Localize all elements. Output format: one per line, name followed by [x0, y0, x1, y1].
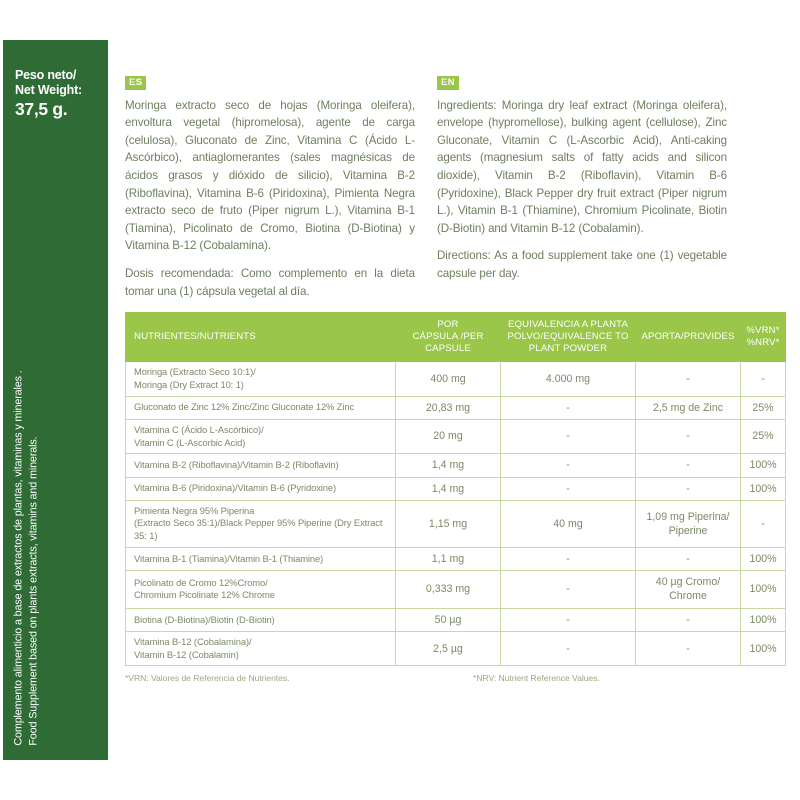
- table-row: [126, 396, 786, 419]
- ingredients-text-es: [125, 97, 415, 301]
- nutrient-name-line-1: Vitamina B-6 (Piridoxina)/Vitamin B-6 (Pyridoxine): [134, 482, 337, 494]
- cell-nrv: -: [741, 500, 786, 547]
- cell-per-capsule: 1,4 mg: [396, 454, 501, 477]
- cell-nrv: 100%: [741, 547, 786, 570]
- language-badge-es: ES: [125, 76, 146, 90]
- column-header-per-capsule: [396, 313, 501, 362]
- directions-text-es: Dosis recomendada: Como complemento en la dieta tomar una (1) cápsula vegetal al día.: [125, 266, 415, 298]
- nutrient-name-line-1: Vitamina B-1 (Tiamina)/Vitamin B-1 (Thiamine): [134, 552, 324, 564]
- cell-equivalence: -: [501, 547, 636, 570]
- nutrition-table-head: [126, 313, 786, 362]
- cell-per-capsule: 20 mg: [396, 419, 501, 453]
- language-block-es: [125, 72, 415, 300]
- cell-nutrient-name: [126, 362, 396, 396]
- cell-per-capsule: 1,1 mg: [396, 547, 501, 570]
- cell-provides: 40 µg Cromo/ Chrome: [636, 571, 741, 609]
- cell-nutrient-name: [126, 571, 396, 609]
- cell-per-capsule: 1,4 mg: [396, 477, 501, 500]
- ingredients-body-es: Moringa extracto seco de hojas (Moringa oleifera), envoltura vegetal (hipromelosa), agente de carga (celulosa), Gluconato de Zinc, Vitamina C (Ácido L-Ascórbico), antiaglomerantes (sales magnésicas de ácidos grasos y dióxido de silicio), Vitamina B-2 (Riboflavina), Vitamina B-6 (Piridoxina), Pimienta Negra extracto seco de fruto (Piper nigrum L.), Vitamina B-1 (Tiamina), Picolinato de Cromo, Biotina (D-Biotina) y Vitamina B-12 (Cobalamina).: [125, 98, 415, 253]
- cell-nutrient-name: [126, 500, 396, 547]
- language-columns: [125, 72, 785, 300]
- nutrient-name-line-2: (Extracto Seco 35:1)/Black Pepper 95% Piperine (Dry Extract 35: 1): [134, 517, 383, 542]
- nutrient-name-line-1: Moringa (Extracto Seco 10:1)/: [134, 366, 256, 378]
- nutrient-name-line-2: Moringa (Dry Extract 10: 1): [134, 378, 244, 390]
- cell-equivalence: -: [501, 419, 636, 453]
- nutrient-name-line-1: Pimienta Negra 95% Piperina: [134, 504, 255, 516]
- cell-equivalence: -: [501, 454, 636, 477]
- cell-provides: -: [636, 454, 741, 477]
- cell-provides: -: [636, 477, 741, 500]
- footnotes: [125, 673, 785, 683]
- cell-nrv: 100%: [741, 632, 786, 666]
- header-line-1: POR: [437, 319, 459, 331]
- ingredients-body-en: Ingredients: Moringa dry leaf extract (Moringa oleifera), envelope (hypromellose), bulking agent (cellulose), Zinc Gluconate, Vitamin C (L-Ascorbic Acid), Anti-caking agents (magnesium salts of fatty acids and silicon dioxide), Vitamin B-2 (Riboflavin), Vitamin B-6 (Pyridoxine), Black Pepper dry fruit extract (Piper nigrum L.), Vitamin B-1 (Thiamine), Chromium Picolinate, Biotin (D-Biotin) and Vitamin B-12 (Cobalamin).: [437, 98, 727, 235]
- nutrient-name-line-1: Vitamina C (Ácido L-Ascórbico)/: [134, 423, 264, 435]
- table-row: [126, 362, 786, 396]
- table-row: [126, 419, 786, 453]
- nutrient-name-line-1: Vitamina B-12 (Cobalamina)/: [134, 636, 252, 648]
- nutrient-name-line-2: Vitamin C (L-Ascorbic Acid): [134, 436, 246, 448]
- table-row: [126, 500, 786, 547]
- table-row: [126, 454, 786, 477]
- header-line-3: CAPSULE: [425, 343, 471, 355]
- cell-equivalence: -: [501, 608, 636, 631]
- cell-nrv: 100%: [741, 477, 786, 500]
- net-weight-label-line2: Net Weight:: [15, 82, 83, 97]
- cell-nrv: 100%: [741, 608, 786, 631]
- cell-per-capsule: 2,5 µg: [396, 632, 501, 666]
- cell-provides: 2,5 mg de Zinc: [636, 396, 741, 419]
- nutrient-name-line-2: Chromium Picolinate 12% Chrome: [134, 589, 275, 601]
- label-content: [125, 72, 785, 683]
- cell-equivalence: 4.000 mg: [501, 362, 636, 396]
- language-block-en: [437, 72, 727, 300]
- footnote-nrv: *NRV: Nutrient Reference Values.: [473, 673, 600, 684]
- column-header-nutrients: NUTRIENTES/NUTRIENTS: [126, 313, 396, 362]
- nutrient-name-line-1: Gluconato de Zinc 12% Zinc/Zinc Gluconate 12% Zinc: [134, 401, 355, 413]
- table-row: [126, 632, 786, 666]
- net-weight-label-line1: Peso neto/: [15, 68, 77, 82]
- cell-provides: -: [636, 608, 741, 631]
- nutrient-name-line-1: Picolinato de Cromo 12%Cromo/: [134, 576, 268, 588]
- cell-equivalence: -: [501, 571, 636, 609]
- cell-per-capsule: 400 mg: [396, 362, 501, 396]
- cell-nutrient-name: [126, 547, 396, 570]
- cell-nrv: 100%: [741, 454, 786, 477]
- table-row: [126, 571, 786, 609]
- cell-nutrient-name: [126, 454, 396, 477]
- header-line-1: EQUIVALENCIA A PLANTA: [507, 319, 629, 331]
- cell-equivalence: -: [501, 632, 636, 666]
- cell-equivalence: 40 mg: [501, 500, 636, 547]
- column-header-equivalence: [501, 313, 636, 362]
- nutrient-name-line-2: Vitamin B-12 (Cobalamin): [134, 648, 239, 660]
- paragraph-gap: [437, 237, 727, 247]
- nutrition-table-body: [126, 362, 786, 666]
- cell-per-capsule: 20,83 mg: [396, 396, 501, 419]
- language-badge-en: EN: [437, 76, 459, 90]
- nutrient-name-line-1: Vitamina B-2 (Riboflavina)/Vitamin B-2 (Riboflavin): [134, 459, 339, 470]
- header-line-2: POLVO/EQUIVALENCE TO: [507, 331, 629, 343]
- paragraph-gap: [125, 255, 415, 265]
- header-line-3: PLANT POWDER: [528, 343, 608, 355]
- cell-nrv: -: [741, 362, 786, 396]
- cell-equivalence: -: [501, 477, 636, 500]
- ingredients-text-en: [437, 97, 727, 283]
- nutrition-table: [125, 312, 786, 666]
- cell-nrv: 25%: [741, 396, 786, 419]
- cell-provides: 1,09 mg Piperina/ Piperine: [636, 500, 741, 547]
- cell-nrv: 100%: [741, 571, 786, 609]
- cell-nutrient-name: [126, 419, 396, 453]
- net-weight-panel: [3, 40, 108, 760]
- table-row: [126, 608, 786, 631]
- header-line-2: %NRV*: [746, 337, 780, 349]
- column-header-nrv: [741, 313, 786, 362]
- cell-nrv: 25%: [741, 419, 786, 453]
- table-row: [126, 547, 786, 570]
- cell-nutrient-name: [126, 632, 396, 666]
- vertical-claim-line-es: Complemento alimenticio a base de extractos de plantas, vitaminas y minerales .: [11, 370, 24, 746]
- nutrient-name-line-1: Biotina (D-Biotina)/Biotin (D-Biotin): [134, 613, 275, 625]
- cell-nutrient-name: [126, 477, 396, 500]
- cell-per-capsule: 0,333 mg: [396, 571, 501, 609]
- table-row: [126, 477, 786, 500]
- table-header-row: [126, 313, 786, 362]
- footnote-vrn: *VRN: Valores de Referencia de Nutrientes.: [125, 673, 290, 684]
- nutrition-table-wrapper: [125, 312, 785, 666]
- header-line-2: CÁPSULA /PER: [412, 331, 484, 343]
- net-weight-value: 37,5 g.: [15, 98, 68, 119]
- cell-per-capsule: 50 µg: [396, 608, 501, 631]
- cell-nutrient-name: [126, 396, 396, 419]
- vertical-claim-line-en: Food Supplement based on plants extracts, vitamins and minerals.: [27, 436, 40, 746]
- cell-provides: -: [636, 632, 741, 666]
- cell-nutrient-name: [126, 608, 396, 631]
- vertical-claim: [3, 40, 108, 760]
- header-line-1: %VRN*: [746, 325, 780, 337]
- cell-per-capsule: 1,15 mg: [396, 500, 501, 547]
- cell-provides: -: [636, 362, 741, 396]
- directions-text-en: Directions: As a food supplement take one (1) vegetable capsule per day.: [437, 249, 727, 280]
- cell-provides: -: [636, 547, 741, 570]
- cell-equivalence: -: [501, 396, 636, 419]
- column-header-provides: APORTA/PROVIDES: [636, 313, 741, 362]
- cell-provides: -: [636, 419, 741, 453]
